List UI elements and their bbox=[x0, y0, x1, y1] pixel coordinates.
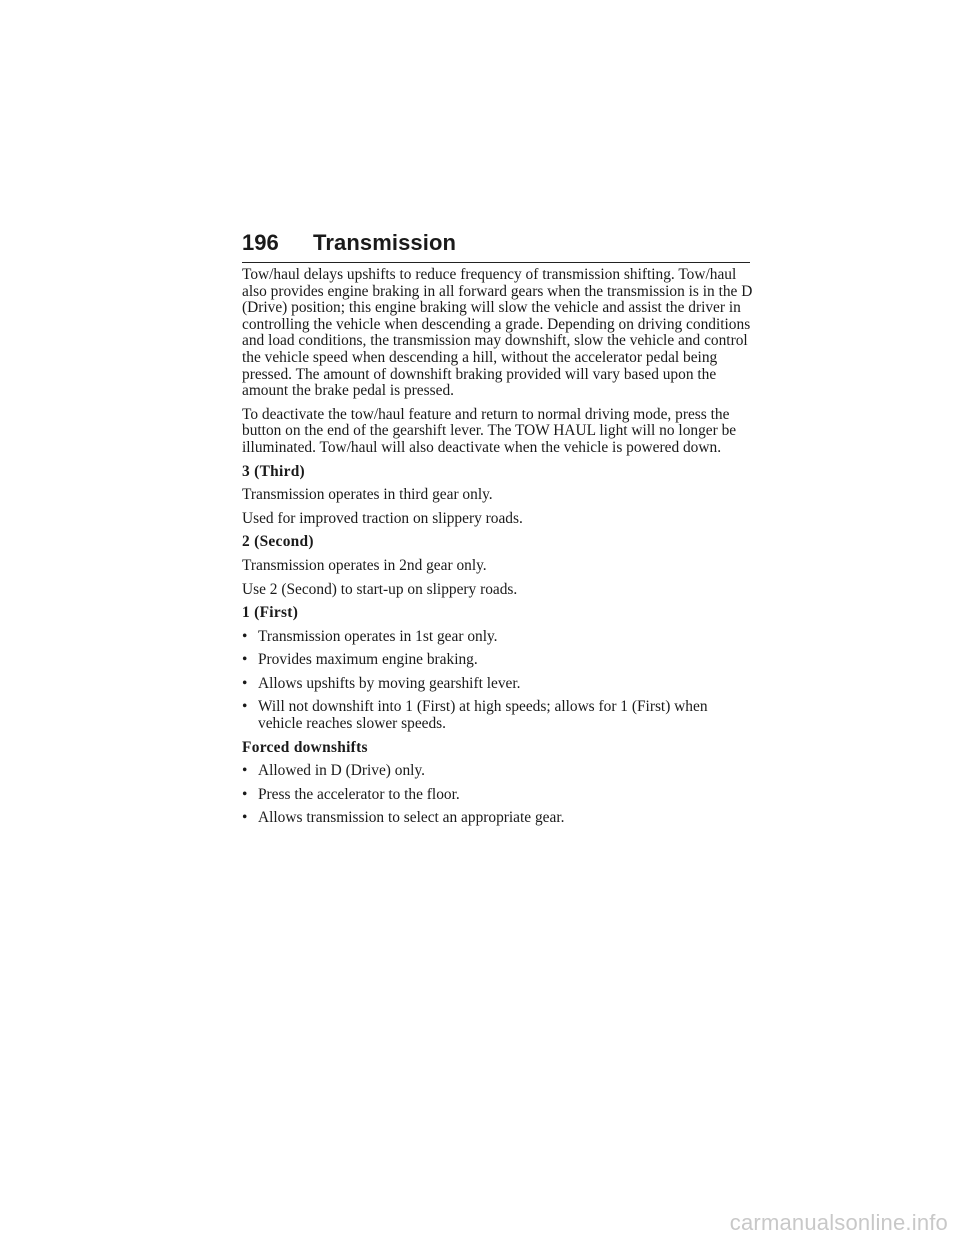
list-item-text: Transmission operates in 1st gear only. bbox=[258, 627, 498, 645]
second-gear-heading: 2 (Second) bbox=[242, 533, 314, 551]
watermark: carmanualsonline.info bbox=[729, 1210, 948, 1235]
section-title: Transmission bbox=[313, 230, 457, 255]
bullet-icon: • bbox=[242, 698, 248, 716]
list-item-text: Allows upshifts by moving gearshift lever. bbox=[258, 674, 521, 692]
list-item-text: Provides maximum engine braking. bbox=[258, 651, 478, 669]
list-item bbox=[242, 629, 754, 646]
deactivate-paragraph: To deactivate the tow/haul feature and return to normal driving mode, press the button on the end of the gearshift lever. The TOW HAUL light will no longer be illuminated. Tow/haul will also deactivate when the vehicle is powered down. bbox=[242, 405, 737, 456]
list-item bbox=[242, 676, 754, 693]
list-item-text: Allowed in D (Drive) only. bbox=[258, 762, 425, 780]
bullet-icon: • bbox=[242, 651, 248, 669]
list-item-text: Press the accelerator to the floor. bbox=[258, 785, 460, 803]
bullet-icon: • bbox=[242, 785, 248, 803]
list-item bbox=[242, 652, 754, 669]
forced-downshifts-heading: Forced downshifts bbox=[242, 738, 368, 756]
third-gear-line-1: Transmission operates in third gear only. bbox=[242, 486, 493, 504]
list-item bbox=[242, 787, 754, 804]
forced-downshifts-list bbox=[242, 763, 754, 827]
list-item-text: Will not downshift into 1 (First) at high speeds; allows for 1 (First) when vehicle reaches slower speeds. bbox=[258, 698, 708, 733]
bullet-icon: • bbox=[242, 809, 248, 827]
bullet-icon: • bbox=[242, 674, 248, 692]
page-number: 196 bbox=[242, 230, 279, 255]
second-gear-line-2: Use 2 (Second) to start-up on slippery roads. bbox=[242, 580, 518, 598]
page-header bbox=[242, 228, 750, 263]
bullet-icon: • bbox=[242, 627, 248, 645]
list-item bbox=[242, 699, 754, 732]
first-gear-heading: 1 (First) bbox=[242, 604, 299, 622]
first-gear-list bbox=[242, 629, 754, 733]
third-gear-heading: 3 (Third) bbox=[242, 462, 305, 480]
second-gear-line-1: Transmission operates in 2nd gear only. bbox=[242, 556, 487, 574]
list-item bbox=[242, 763, 754, 780]
towhaul-paragraph: Tow/haul delays upshifts to reduce frequency of transmission shifting. Tow/haul also provides engine braking in all forward gears when the transmission is in the D (Drive) position; this engine braking will slow the vehicle and assist the driver in controlling the vehicle when descending a grade. Depending on driving conditions and load conditions, the transmission may downshift, slow the vehicle and control the vehicle speed when descending a hill, without the accelerator pedal being pressed. The amount of downshift braking provided will vary based upon the amount the brake pedal is pressed. bbox=[242, 266, 753, 400]
third-gear-line-2: Used for improved traction on slippery roads. bbox=[242, 509, 523, 527]
list-item bbox=[242, 810, 754, 827]
list-item-text: Allows transmission to select an appropriate gear. bbox=[258, 809, 565, 827]
page-content bbox=[242, 267, 754, 834]
bullet-icon: • bbox=[242, 762, 248, 780]
